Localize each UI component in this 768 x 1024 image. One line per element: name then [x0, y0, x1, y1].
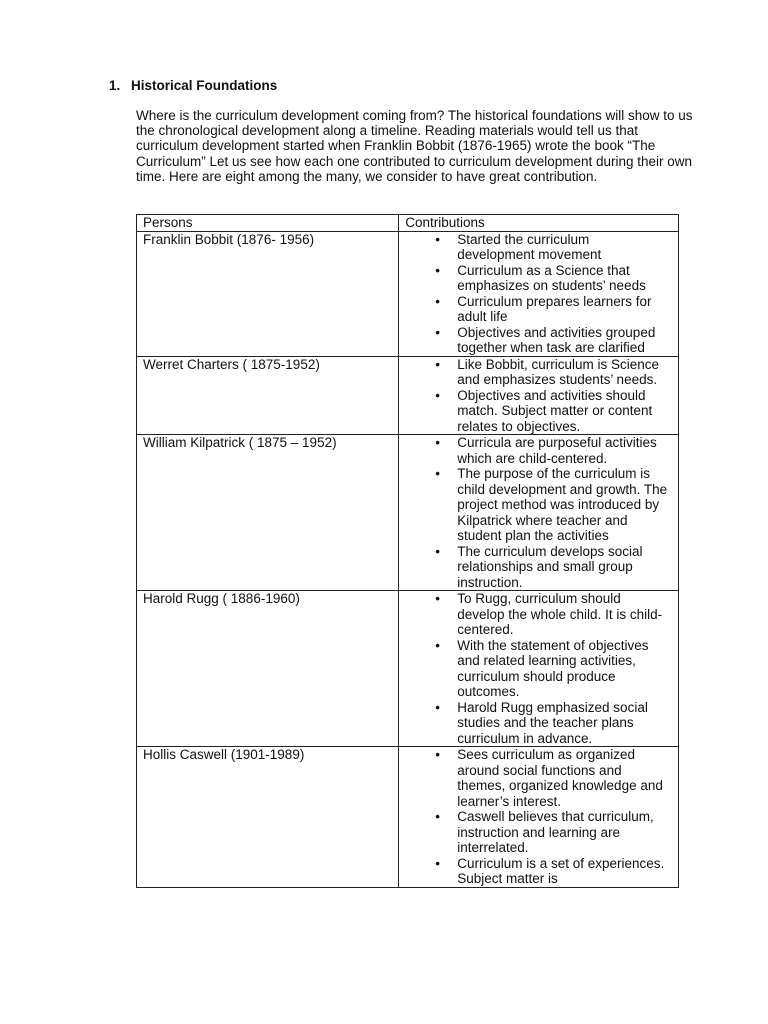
list-item: • Curriculum is a set of experiences. Subject matter is [435, 855, 665, 886]
person-cell: Werret Charters ( 1875-1952) [137, 356, 399, 435]
contributions-cell [399, 231, 679, 356]
person-cell: Harold Rugg ( 1886-1960) [137, 591, 399, 747]
table-row [137, 747, 679, 888]
table-row [137, 435, 679, 591]
table-row [137, 591, 679, 747]
person-cell: Franklin Bobbit (1876- 1956) [137, 231, 399, 356]
table-header-row [137, 215, 679, 232]
contribution-list [405, 232, 678, 356]
contribution-list [405, 435, 678, 590]
section-title: Historical Foundations [131, 78, 278, 93]
list-item: • Caswell believes that curriculum, instruction and learning are interrelated. [435, 809, 654, 855]
list-item: • Harold Rugg emphasized social studies and the teacher plans curriculum in advance. [435, 699, 648, 746]
contributions-cell [399, 356, 679, 435]
contributions-cell [399, 591, 679, 747]
list-item: • Started the curriculum development movement [435, 231, 602, 262]
header-contributions: Contributions [399, 215, 679, 232]
intro-paragraph: Where is the curriculum development coming from? The historical foundations will show to us the chronological development along a timeline. Reading materials would tell us that curriculum development started when Franklin Bobbit (1876-1965) wrote the book “The Curriculum” Let us see how each one contributed to curriculum development during their own time. Here are eight among the many, we consider to have great contribution. [136, 108, 693, 184]
list-item: • The curriculum develops social relationships and small group instruction. [435, 543, 643, 590]
list-item: • Objectives and activities should match. Subject matter or content relates to objectives. [435, 387, 653, 434]
list-item: • The purpose of the curriculum is child development and growth. The project method was introduced by Kilpatrick where teacher and student plan the activities [435, 466, 668, 543]
section-number: 1. [109, 78, 121, 93]
list-item: • Sees curriculum as organized around social functions and themes, organized knowledge and learner’s interest. [435, 747, 663, 809]
contributions-cell [399, 747, 679, 888]
list-item: • To Rugg, curriculum should develop the whole child. It is child-centered. [435, 591, 663, 637]
person-cell: William Kilpatrick ( 1875 – 1952) [137, 435, 399, 591]
contribution-list [405, 591, 678, 746]
list-item: • Curricula are purposeful activities which are child-centered. [435, 435, 657, 466]
list-item: • Like Bobbit, curriculum is Science and emphasizes students’ needs. [435, 356, 660, 387]
person-cell: Hollis Caswell (1901-1989) [137, 747, 399, 888]
list-item: • With the statement of objectives and related learning activities, curriculum should produce outcomes. [435, 637, 649, 699]
table-row [137, 231, 679, 356]
list-item: • Curriculum as a Science that emphasizes on students’ needs [435, 262, 646, 293]
table-row [137, 356, 679, 435]
list-item: • Objectives and activities grouped together when task are clarified [435, 324, 656, 355]
contribution-list [405, 747, 678, 887]
header-persons: Persons [137, 215, 399, 232]
list-item: • Curriculum prepares learners for adult life [435, 293, 652, 324]
contribution-list [405, 357, 678, 435]
contributions-table [136, 214, 679, 888]
contributions-cell [399, 435, 679, 591]
section-heading [109, 78, 277, 93]
